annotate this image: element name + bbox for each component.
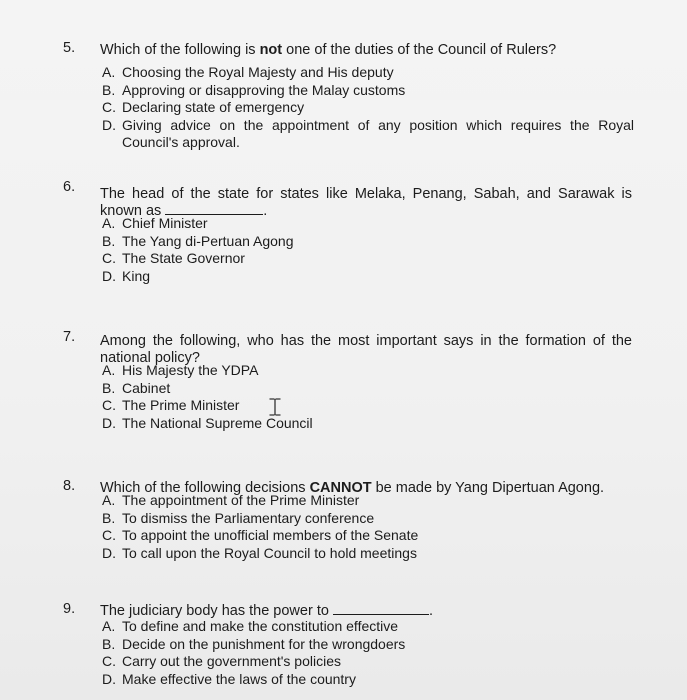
option-text: To appoint the unofficial members of the Senate — [122, 527, 419, 543]
option-letter: A. — [102, 215, 116, 231]
option-letter: C. — [102, 653, 116, 669]
option-c — [102, 99, 634, 117]
option-text: Decide on the punishment for the wrongdoers — [122, 635, 406, 652]
stem-text: Which of the following decisions — [100, 480, 310, 496]
option-d — [102, 415, 634, 433]
option-letter: D. — [102, 116, 116, 133]
option-c — [102, 527, 634, 545]
option-b — [102, 636, 634, 654]
options-list — [102, 492, 634, 562]
option-text: The appointment of the Prime Minister — [122, 492, 360, 508]
option-letter: A. — [102, 492, 116, 508]
option-b — [102, 380, 634, 398]
option-text: To define and make the constitution effective — [122, 618, 399, 634]
option-c — [102, 250, 634, 268]
option-text: Choosing the Royal Majesty and His deputy — [122, 64, 394, 80]
option-letter: B. — [102, 509, 116, 526]
option-text: Declaring state of emergency — [122, 99, 305, 115]
option-text: The State Governor — [122, 250, 245, 266]
option-letter: B. — [102, 379, 116, 396]
text-cursor-icon — [268, 398, 282, 416]
option-letter: B. — [102, 81, 116, 98]
stem-text: Which of the following is — [100, 42, 260, 58]
option-b — [102, 510, 634, 528]
option-letter: C. — [102, 527, 116, 543]
option-letter: C. — [102, 99, 116, 115]
option-letter: D. — [102, 670, 116, 687]
question-stem — [100, 42, 632, 59]
option-c — [102, 397, 634, 415]
option-a — [102, 362, 634, 380]
option-text: Chief Minister — [122, 215, 208, 231]
option-text: Approving or disapproving the Malay customs — [122, 81, 406, 98]
question-number: 5. — [63, 40, 76, 56]
option-letter: A. — [102, 64, 116, 80]
option-letter: B. — [102, 232, 116, 249]
option-text: To call upon the Royal Council to hold meetings — [122, 544, 417, 561]
stem-text: . — [263, 203, 268, 219]
stem-text: be made by Yang Dipertuan Agong. — [371, 480, 605, 496]
option-letter: D. — [102, 267, 116, 284]
option-text: Carry out the government's policies — [122, 653, 341, 669]
answer-blank — [165, 203, 263, 215]
option-text: The National Supreme Council — [122, 414, 313, 431]
option-d — [102, 117, 634, 152]
options-list — [102, 362, 634, 432]
option-letter: C. — [102, 397, 116, 413]
option-d — [102, 671, 634, 689]
option-text: Cabinet — [122, 379, 171, 396]
option-text: Make effective the laws of the country — [122, 670, 356, 687]
option-a — [102, 618, 634, 636]
option-b — [102, 233, 634, 251]
option-letter: A. — [102, 362, 116, 378]
answer-blank — [333, 603, 429, 615]
option-text: Giving advice on the appointment of any position which requires the Royal Council's approval. — [122, 116, 634, 150]
option-a — [102, 492, 634, 510]
question-number: 7. — [63, 329, 76, 345]
stem-text: one of the duties of the Council of Rulers? — [282, 42, 557, 58]
option-letter: B. — [102, 635, 116, 652]
option-letter: D. — [102, 544, 116, 561]
option-a — [102, 215, 634, 233]
question-number: 6. — [63, 179, 76, 195]
option-a — [102, 64, 634, 82]
option-d — [102, 268, 634, 286]
option-c — [102, 653, 634, 671]
option-text: The Yang di-Pertuan Agong — [122, 232, 294, 249]
options-list — [102, 215, 634, 285]
options-list — [102, 64, 634, 152]
stem-text: The head of the state for states like Melaka, Penang, Sabah, and Sarawak is known as — [100, 186, 632, 219]
option-b — [102, 82, 634, 100]
option-letter: C. — [102, 250, 116, 266]
question-number: 9. — [63, 601, 76, 617]
option-text: To dismiss the Parliamentary conference — [122, 509, 375, 526]
option-letter: D. — [102, 414, 116, 431]
stem-emphasis: not — [259, 42, 283, 58]
question-stem: Among the following, who has the most important says in the formation of the national policy? — [100, 333, 632, 366]
stem-text: . — [428, 603, 433, 619]
option-text: The Prime Minister — [122, 397, 240, 413]
option-text: His Majesty the YDPA — [122, 362, 259, 378]
option-letter: A. — [102, 618, 116, 634]
stem-emphasis: CANNOT — [309, 480, 372, 496]
stem-text: The judiciary body has the power to — [100, 603, 329, 619]
option-d — [102, 545, 634, 563]
question-number: 8. — [63, 478, 76, 494]
option-text: King — [122, 267, 151, 284]
options-list — [102, 618, 634, 688]
